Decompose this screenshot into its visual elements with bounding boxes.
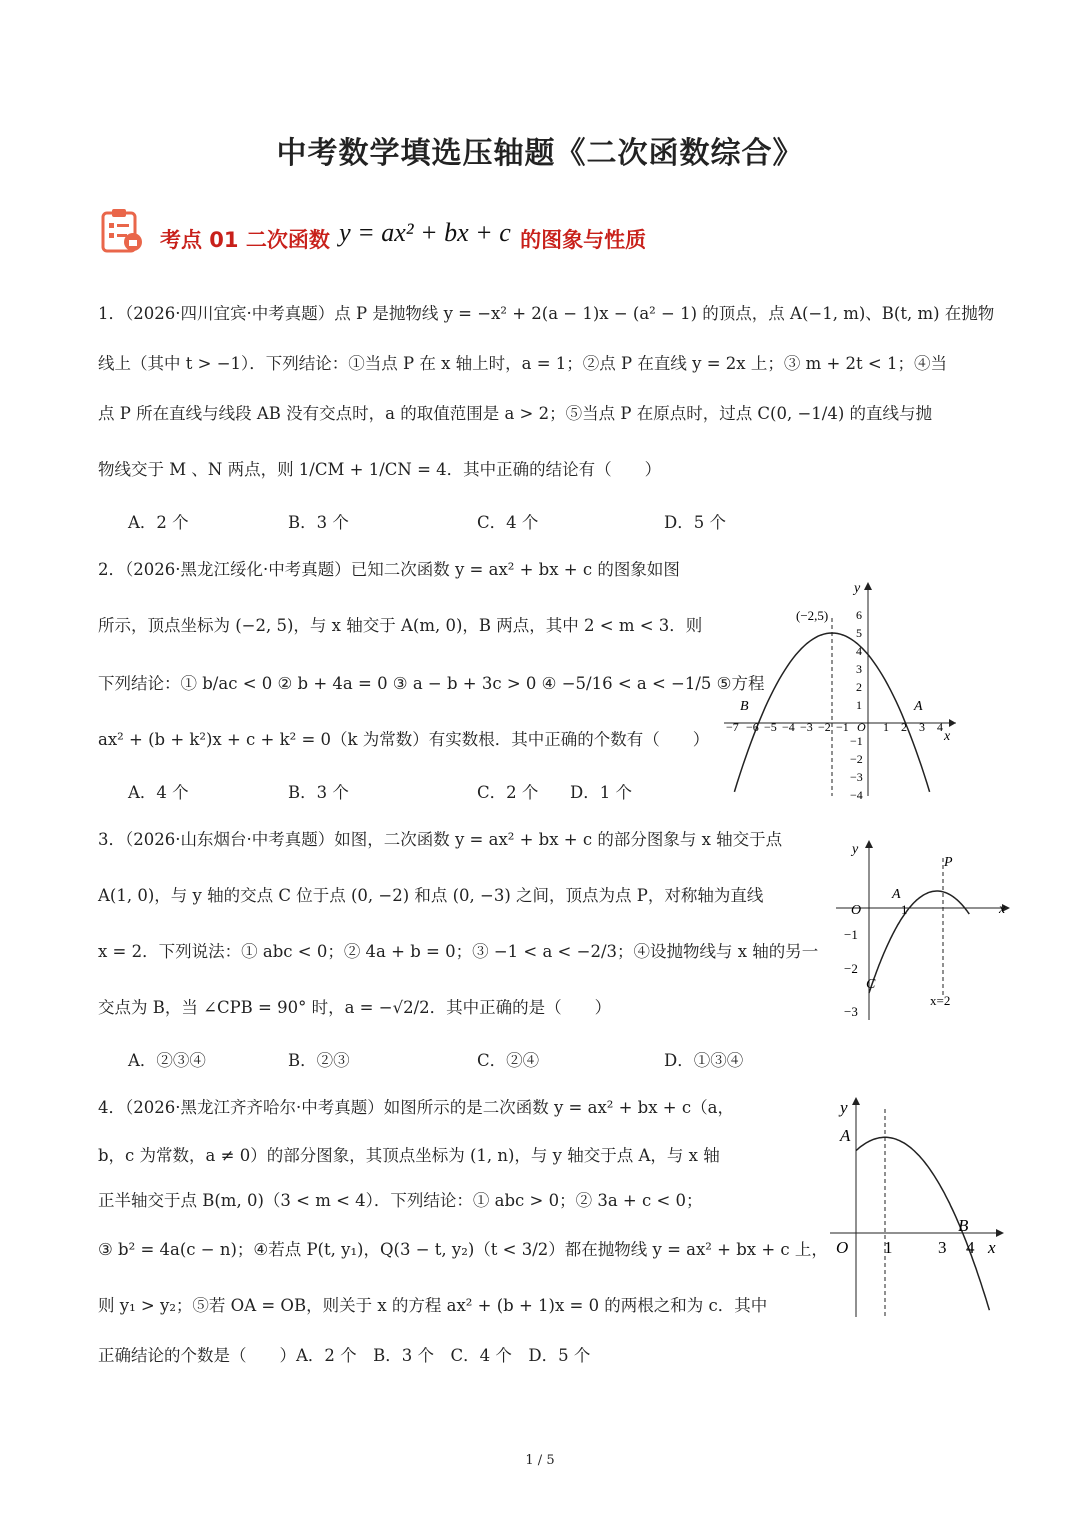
q4-line-2: b，c 为常数，a ≠ 0）的部分图象，其顶点坐标为 (1, n)，与 y 轴交于点 A，与 x 轴: [98, 1146, 720, 1165]
q4-graph: [830, 1095, 1010, 1320]
q4-axis-y: y: [840, 1098, 848, 1117]
section-heading: [160, 218, 647, 254]
q3-axis-x: x: [999, 902, 1006, 917]
q2-option-c[interactable]: C．2 个: [477, 783, 539, 802]
q2-ytick: 2: [856, 680, 862, 694]
q4-origin: O: [836, 1238, 849, 1257]
q2-line-4: ax² + (b + k²)x + c + k² = 0（k 为常数）有实数根．其中正确的个数有（ ）: [98, 730, 710, 749]
q2-xtick: 2: [901, 720, 907, 734]
q3-parabola: [869, 891, 969, 993]
q4-line-6: 正确结论的个数是（ ）A．2 个 B．3 个 C．4 个 D．5 个: [98, 1346, 591, 1365]
q1-option-a[interactable]: A．2 个: [128, 513, 189, 532]
q2-xtick: −5: [764, 720, 777, 734]
q3-xtick-1: 1: [901, 902, 908, 917]
q4-xtick-3: 3: [938, 1238, 947, 1257]
q3-line-2: A(1, 0)，与 y 轴的交点 C 位于点 (0, −2) 和点 (0, −3) 之间，顶点为点 P，对称轴为直线: [98, 886, 764, 905]
q1-line-2: 线上（其中 t > −1）．下列结论：①当点 P 在 x 轴上时，a = 1；②点 P 在直线 y = 2x 上；③ m + 2t < 1；④当: [98, 354, 947, 373]
q2-xtick: −2: [818, 720, 831, 734]
q2-ytick: −3: [850, 770, 863, 784]
q2-xtick: −7: [726, 720, 739, 734]
q2-graph: [720, 578, 960, 800]
q1-option-c[interactable]: C．4 个: [477, 513, 539, 532]
page-number: 1 / 5: [525, 1453, 555, 1468]
q4-line-3: 正半轴交于点 B(m, 0)（3 < m < 4）．下列结论：① abc > 0；② 3a + c < 0；: [98, 1191, 703, 1210]
q3-symmetry-label: x=2: [930, 993, 951, 1008]
q3-origin: O: [851, 903, 862, 918]
q2-xtick: 3: [919, 720, 925, 734]
q3-axis-y: y: [852, 842, 859, 857]
q3-option-c[interactable]: C．②④: [477, 1051, 540, 1070]
q2-axis-y: y: [854, 581, 861, 596]
q3-line-3: x = 2．下列说法：① abc < 0；② 4a + b = 0；③ −1 < a < −2/3；④设抛物线与 x 轴的另一: [98, 942, 819, 961]
q3-point-a: A: [892, 887, 901, 902]
q2-ytick: −2: [850, 752, 863, 766]
q2-option-a[interactable]: A．4 个: [128, 783, 189, 802]
q2-vertex-label: (−2,5): [796, 608, 829, 623]
q2-ytick: 1: [856, 698, 862, 712]
q2-x-ticks: [726, 720, 943, 734]
q2-ytick: 4: [856, 644, 862, 658]
q2-xtick: O: [857, 720, 866, 734]
q4-line-5: 则 y₁ > y₂；⑤若 OA = OB，则关于 x 的方程 ax² + (b + 1)x = 0 的两根之和为 c．其中: [98, 1296, 768, 1315]
q2-point-a: A: [914, 699, 923, 714]
q2-axis-x: x: [944, 729, 951, 744]
q2-point-b: B: [740, 699, 749, 714]
page-title: 中考数学填选压轴题《二次函数综合》: [276, 136, 804, 171]
q4-point-b: B: [958, 1216, 969, 1235]
q3-line-4: 交点为 B，当 ∠CPB = 90° 时，a = −√2/2．其中正确的是（ ）: [98, 998, 612, 1017]
q4-line-1: 4．（2026·黑龙江齐齐哈尔·中考真题）如图所示的是二次函数 y = ax² + bx + c（a，: [98, 1098, 734, 1117]
q2-option-b[interactable]: B．3 个: [288, 783, 349, 802]
q2-ytick: 5: [856, 626, 862, 640]
q3-graph: [836, 838, 1016, 1023]
q2-line-3: 下列结论：① b/ac < 0 ② b + 4a = 0 ③ a − b + 3c > 0 ④ −5/16 < a < −1/5 ⑤方程: [98, 674, 765, 693]
q2-xtick: 1: [883, 720, 889, 734]
q2-ytick: 6: [856, 608, 862, 622]
q4-xtick-1: 1: [884, 1238, 893, 1257]
section-formula: y = ax² + bx + c: [339, 218, 511, 247]
q2-xtick: 4: [937, 720, 943, 734]
q4-xtick-4: 4: [966, 1238, 975, 1257]
q4-point-a: A: [840, 1126, 851, 1145]
section-suffix: 的图象与性质: [520, 228, 647, 252]
q2-xtick: −6: [746, 720, 759, 734]
q3-point-p: P: [944, 855, 953, 870]
q2-xtick: −3: [800, 720, 813, 734]
q1-option-b[interactable]: B．3 个: [288, 513, 349, 532]
q3-ytick: −3: [844, 1004, 858, 1019]
q2-ytick: −4: [850, 788, 863, 800]
q3-point-c: C: [866, 977, 876, 992]
q2-ytick: 3: [856, 662, 862, 676]
q2-ytick: −1: [850, 734, 863, 748]
q1-line-1: 1．（2026·四川宜宾·中考真题）点 P 是抛物线 y = −x² + 2(a − 1)x − (a² − 1) 的顶点，点 A(−1, m)、B(t, m) 在抛物: [98, 304, 995, 323]
q1-option-d[interactable]: D．5 个: [664, 513, 726, 532]
q2-xtick: −4: [782, 720, 795, 734]
q3-ytick: −1: [844, 927, 858, 942]
q4-parabola: [856, 1137, 989, 1310]
q3-option-d[interactable]: D．①③④: [664, 1051, 744, 1070]
q4-line-4: ③ b² = 4a(c − n)；④若点 P(t, y₁)，Q(3 − t, y₂)（t < 3/2）都在抛物线 y = ax² + bx + c 上，: [98, 1240, 828, 1259]
q2-y-ticks: [850, 608, 863, 800]
section-prefix: 考点 01 二次函数: [160, 228, 330, 252]
q3-line-1: 3．（2026·山东烟台·中考真题）如图，二次函数 y = ax² + bx + c 的部分图象与 x 轴交于点: [98, 830, 783, 849]
q3-option-a[interactable]: A．②③④: [128, 1051, 206, 1070]
clipboard-icon: [100, 207, 146, 253]
q3-option-b[interactable]: B．②③: [288, 1051, 350, 1070]
q2-line-1: 2．（2026·黑龙江绥化·中考真题）已知二次函数 y = ax² + bx + c 的图象如图: [98, 560, 680, 579]
q2-line-2: 所示，顶点坐标为 (−2, 5)，与 x 轴交于 A(m, 0)，B 两点，其中 2 < m < 3．则: [98, 616, 703, 635]
q4-axis-x: x: [988, 1238, 996, 1257]
q3-ytick: −2: [844, 961, 858, 976]
q2-option-d[interactable]: D．1 个: [570, 783, 632, 802]
q1-line-3: 点 P 所在直线与线段 AB 没有交点时，a 的取值范围是 a > 2；⑤当点 P 在原点时，过点 C(0, −1/4) 的直线与抛: [98, 404, 933, 423]
q2-xtick: −1: [836, 720, 849, 734]
q1-line-4: 物线交于 M 、N 两点，则 1/CM + 1/CN = 4．其中正确的结论有（ ）: [98, 460, 662, 479]
